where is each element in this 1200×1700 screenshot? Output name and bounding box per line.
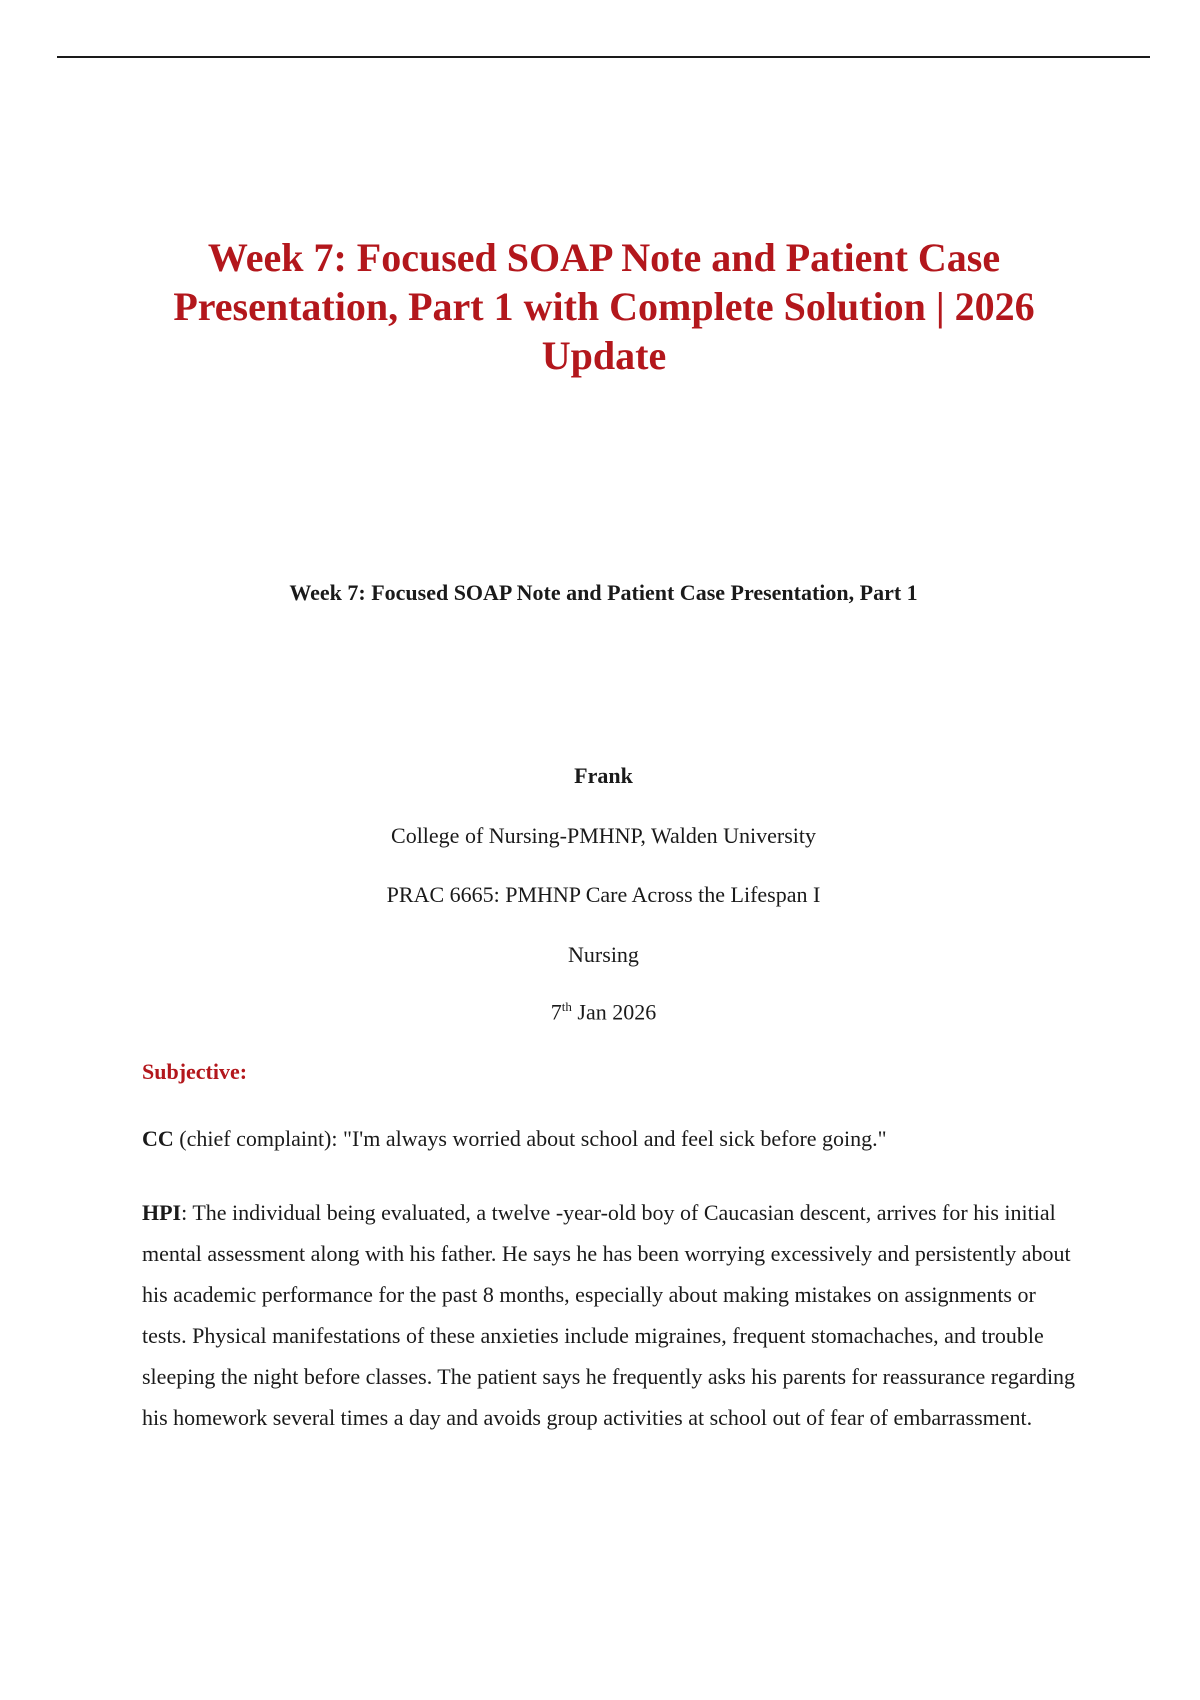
submission-date <box>0 999 1200 1025</box>
date-day: 7 <box>550 999 562 1025</box>
hpi-label: HPI <box>142 1200 182 1225</box>
paper-title: Week 7: Focused SOAP Note and Patient Case Presentation, Part 1 <box>289 580 918 605</box>
document-header-title: Week 7: Focused SOAP Note and Patient Case Presentation, Part 1 with Complete Solution | 2026 Update <box>173 235 1035 378</box>
date-rest: Jan 2026 <box>571 999 657 1025</box>
date-suffix: th <box>561 999 572 1014</box>
header-rule <box>57 56 1150 58</box>
institution: College of Nursing-PMHNP, Walden University <box>391 823 816 848</box>
department: Nursing <box>568 942 639 967</box>
course-name: PRAC 6665: PMHNP Care Across the Lifespan I <box>386 882 821 907</box>
author-name: Frank <box>574 763 633 788</box>
cc-label: CC <box>142 1126 174 1151</box>
hpi-text: : The individual being evaluated, a twelve -year-old boy of Caucasian descent, arrives for his initial mental assessment along with his father. He says he has been worrying excessively and persistently about his academic performance for the past 8 months, especially about making mistakes on assignments or tests. Physical manifestations of these anxieties include migraines, frequent stomachaches, and trouble sleeping the night before classes. The patient says he frequently asks his parents for reassurance regarding his homework several times a day and avoids group activities at school out of fear of embarrassment. <box>142 1200 1076 1430</box>
hpi-paragraph <box>142 1192 1077 1438</box>
cc-text: (chief complaint): "I'm always worried about school and feel sick before going." <box>173 1126 887 1151</box>
subjective-heading: Subjective: <box>142 1059 248 1084</box>
chief-complaint-paragraph <box>142 1126 1092 1152</box>
